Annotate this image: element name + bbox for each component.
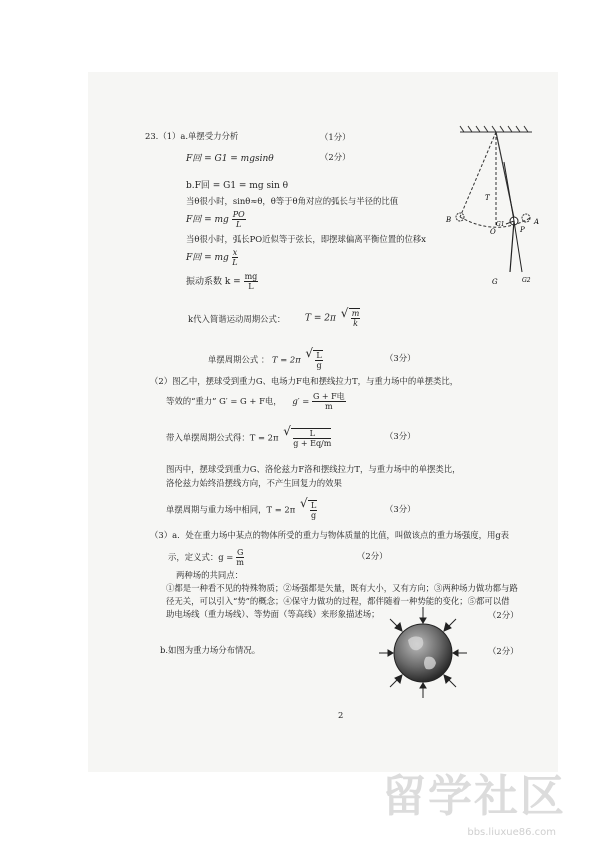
label-G2: G2 xyxy=(522,277,531,284)
q3-line2: 示，定义式：g = $\frac{G}{m}$ xyxy=(168,548,244,567)
label-T: T xyxy=(485,194,490,202)
q3-score-3: （2分） xyxy=(488,646,519,656)
string-to-B xyxy=(460,132,496,217)
q3-c1: ①都是一种看不见的特殊物质；②场强都是矢量，既有大小，又有方向；③两种场力做功都与路 xyxy=(166,583,518,593)
label-B: B xyxy=(446,216,452,224)
label-A: A xyxy=(534,218,540,226)
q2-line3: 带入单摆周期公式得：T = 2π √ $\frac{L}{g + Eq/m}$ xyxy=(166,428,331,448)
q2-line5: 洛伦兹力始终沿摆线方向，不产生回复力的效果 xyxy=(166,478,342,488)
label-G1: G1 xyxy=(496,221,505,228)
question-number: 23.（1） xyxy=(145,131,181,141)
watermark-url: bbs.liuxue86.com xyxy=(467,827,556,838)
q3-common: 两种场的共同点： xyxy=(176,570,243,580)
q2-score-1: （3分） xyxy=(385,431,416,441)
gravity-arrow xyxy=(510,221,514,272)
label-O: O xyxy=(490,228,496,236)
pendulum-figure xyxy=(440,122,550,292)
label-P: P xyxy=(520,226,525,234)
q3-score-1: （2分） xyxy=(357,551,388,561)
q2-line1: （2）图乙中，摆球受到重力G、电场力F电和摆线拉力T，与重力场中的单摆类比， xyxy=(150,376,459,386)
q23-number-a xyxy=(145,131,238,142)
q2-line6: 单摆周期与重力场中相同，T = 2π √ $\frac{L}{g}$ xyxy=(166,500,317,520)
label-G: G xyxy=(492,278,498,286)
q3-line1: （3）a．处在重力场中某点的物体所受的重力与物体质量的比值，叫做该点的重力场强度，用g表 xyxy=(150,530,510,540)
part-b-label: b.F回 = G1 = mg sin θ xyxy=(186,181,289,191)
tension-arrow xyxy=(504,162,514,221)
score-f-return-1: （2分） xyxy=(320,152,351,162)
part-a-label: a.单摆受力分析 xyxy=(180,131,239,141)
eq-T-shm: T = 2π √ $\frac{m}{k}$ xyxy=(305,308,360,328)
score-pendulum: （3分） xyxy=(385,353,416,363)
q2-line4: 图丙中，摆球受到重力G、洛伦兹力F洛和摆线拉力T，与重力场中的单摆类比， xyxy=(166,464,461,474)
k-substitution-label: k代入简谐运动周期公式： xyxy=(188,314,286,324)
q3-b-line: b.如图为重力场分布情况。 xyxy=(160,645,261,655)
eq-f-return-3: F回 = mg $\frac{x}{L}$ xyxy=(186,248,238,267)
small-angle-note-2: 当θ很小时，弧长PO近似等于弦长，即摆球偏离平衡位置的位移x xyxy=(186,234,427,244)
ceiling-hatch xyxy=(460,126,532,132)
watermark-logo-text: 留学社区 xyxy=(382,771,566,822)
ball-A xyxy=(522,214,530,222)
q3-c3: 助电场线（重力场线）、等势面（等高线）来形象描述场； xyxy=(166,609,380,619)
page-number: 2 xyxy=(338,710,344,720)
eq-k: 振动系数 k = $\frac{mg}{L}$ xyxy=(186,272,258,291)
earth-globe xyxy=(394,624,452,682)
eq-f-return-2: F回 = mg $\frac{PO}{L}$ xyxy=(186,210,245,229)
q2-score-2: （3分） xyxy=(385,504,416,514)
eq-f-return-1: F回 = G1 = mgsinθ xyxy=(186,154,274,164)
earth-gravity-field-figure xyxy=(378,605,468,700)
score-a: （1分） xyxy=(320,132,351,142)
pendulum-formula: 单摆周期公式 ： T = 2π √ $\frac{L}{g}$ xyxy=(208,350,323,370)
q3-score-2: （2分） xyxy=(488,610,519,620)
q2-line2: 等效的“重力” G′ = G + F电， g′ = $\frac{\text{G + F电}}{m}$ xyxy=(166,392,345,411)
q3-c2: 径无关，可以引入“势”的概念；④保守力做功的过程，都伴随着一种势能的变化；⑤都可以借 xyxy=(166,596,510,606)
small-angle-note-1: 当θ很小时，sinθ≈θ，θ等于θ角对应的弧长与半径的比值 xyxy=(186,196,399,206)
